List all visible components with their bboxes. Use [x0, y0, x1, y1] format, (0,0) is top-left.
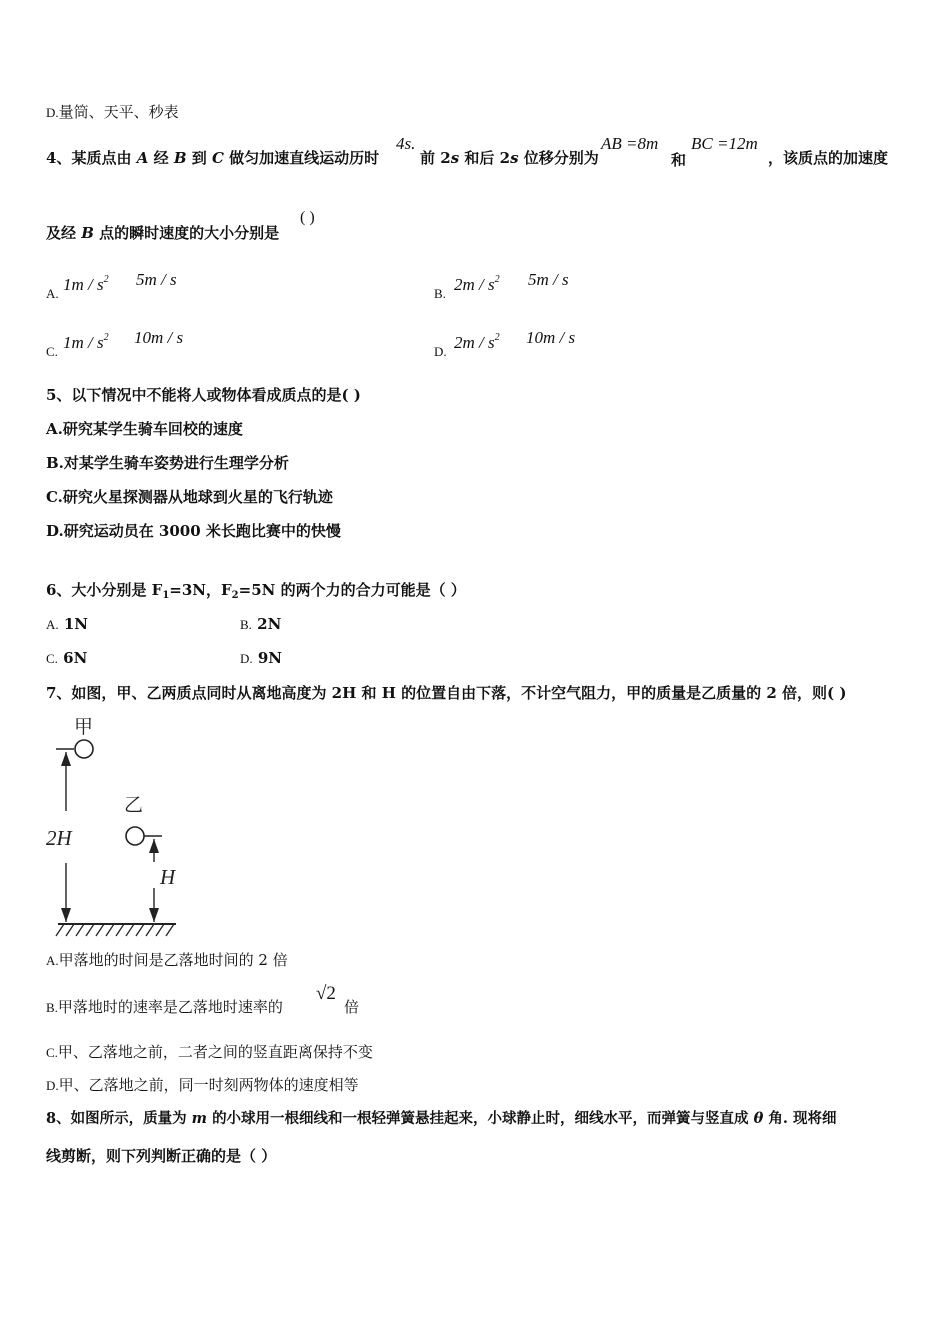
option-label: C. [46, 344, 58, 359]
q7-stem: 7、如图，甲、乙两质点同时从离地高度为 2H 和 H 的位置自由下落，不计空气阻力，甲的质量是乙质量的 2 倍，则( ) [46, 684, 847, 702]
q7-option-b [46, 997, 283, 1018]
acc-text: 2m / s [454, 275, 495, 294]
stem-text: =5N 的两个力的合力可能是（ ） [238, 581, 466, 599]
sqrt-two: √2 [316, 983, 336, 1004]
option-text: 1N [63, 615, 89, 633]
label-2h: 2H [46, 826, 72, 850]
option-label: B. [46, 454, 64, 472]
ground-hatching [56, 924, 174, 936]
q6-option-d [240, 648, 282, 669]
option-text: 6N [63, 649, 88, 667]
stem-text: 及经 [46, 224, 77, 242]
q7-option-b-tail: 倍 [344, 998, 360, 1016]
exponent: 2 [494, 332, 500, 343]
option-label: B. [240, 617, 252, 632]
q5-option-c [46, 487, 333, 507]
acc-text: 1m / s [63, 333, 104, 352]
acc-text: 2m / s [454, 333, 495, 352]
stem-text: 和后 [464, 149, 495, 167]
q8-stem-line2: 线剪断，则下列判断正确的是（ ） [46, 1147, 277, 1165]
exponent: 2 [103, 332, 109, 343]
label-jia: 甲 [74, 717, 94, 738]
option-label: B. [434, 286, 446, 301]
point-c: C [211, 149, 224, 167]
q6-option-a [46, 614, 88, 635]
answer-blank: ( ) [300, 209, 315, 226]
ab-formula: AB =8m [601, 134, 659, 153]
stem-text: 某质点由 [71, 149, 132, 167]
q4-stem-line2 [46, 223, 279, 243]
q5-option-d [46, 521, 341, 541]
option-label: A. [46, 420, 63, 438]
point-b: B [173, 149, 187, 167]
option-text: 甲落地的时间是乙落地时间的 2 倍 [58, 951, 288, 969]
exponent: 2 [494, 274, 500, 285]
stem-text: =3N，F [169, 581, 232, 599]
option-label: D. [46, 522, 64, 540]
q4-stem-line1-mid [420, 148, 599, 168]
option-text: 研究某学生骑车回校的速度 [62, 420, 243, 438]
option-label: C. [46, 1045, 58, 1060]
option-text: 2N [257, 615, 282, 633]
free-fall-figure [40, 712, 190, 942]
label-h: H [160, 865, 176, 889]
arrowhead-up-h [149, 839, 159, 853]
stem-text: 8、如图所示，质量为 [46, 1110, 187, 1127]
option-label: D. [46, 105, 59, 120]
ball-yi [126, 827, 144, 845]
option-label: D. [240, 651, 253, 666]
acceleration-value [63, 270, 109, 295]
q7-option-c [46, 1042, 373, 1063]
bc-formula: BC =12m [691, 134, 758, 153]
point-a: A [136, 149, 149, 167]
arrowhead-up-2h [61, 752, 71, 766]
option-label: B. [46, 1000, 58, 1015]
option-text: 甲、乙落地之前，同一时刻两物体的速度相等 [58, 1076, 359, 1094]
stem-text: 位移分别为 [523, 149, 599, 167]
acceleration-value [454, 328, 500, 353]
option-text: 研究火星探测器从地球到火星的飞行轨迹 [62, 488, 333, 506]
unit-s: s [510, 149, 519, 167]
option-text: 甲落地时的速率是乙落地时速率的 [57, 998, 283, 1016]
option-text: 对某学生骑车姿势进行生理学分析 [63, 454, 289, 472]
q3-option-d [46, 102, 179, 123]
option-text: 甲、乙落地之前，二者之间的竖直距离保持不变 [57, 1043, 373, 1061]
velocity-value: 10m / s [526, 328, 576, 347]
velocity-value: 5m / s [136, 270, 177, 289]
mass-symbol: m [191, 1110, 207, 1127]
stem-text: 的小球用一根细线和一根轻弹簧悬挂起来，小球静止时，细线水平，而弹簧与竖直成 [212, 1110, 749, 1127]
option-label: A. [46, 953, 59, 968]
q6-stem [46, 580, 466, 606]
acc-text: 1m / s [63, 275, 104, 294]
velocity-value: 10m / s [134, 328, 184, 347]
q5-option-a [46, 419, 243, 439]
q7-option-d [46, 1075, 359, 1096]
question-number: 4、 [46, 149, 72, 167]
label-yi: 乙 [124, 795, 144, 816]
and-word: 和 [671, 151, 687, 169]
q4-stem-line1 [46, 148, 379, 168]
option-text: 量筒、天平、秒表 [58, 103, 179, 121]
acceleration-value [454, 270, 500, 295]
option-label: D. [46, 1078, 59, 1093]
subscript: 2 [231, 590, 239, 601]
acceleration-value [63, 328, 109, 353]
stem-text: 做匀加速直线运动历时 [229, 149, 380, 167]
option-text: 研究运动员在 3000 米长跑比赛中的快慢 [63, 522, 341, 540]
stem-text: 角. 现将细 [768, 1110, 837, 1127]
option-label: D. [434, 344, 447, 359]
arrowhead-down-2h [61, 908, 71, 922]
velocity-value: 5m / s [528, 270, 569, 289]
subscript: 1 [162, 590, 170, 601]
option-label: C. [46, 651, 58, 666]
time-formula: 4s. [396, 134, 416, 153]
option-label: A. [46, 617, 59, 632]
q7-option-a [46, 950, 288, 971]
q5-stem: 5、以下情况中不能将人或物体看成质点的是( ) [46, 386, 361, 404]
q5-option-b [46, 453, 289, 473]
stem-text: 到 [191, 149, 207, 167]
q8-stem-line1 [46, 1109, 836, 1129]
option-text: 9N [257, 649, 283, 667]
first-duration: 2 [440, 149, 451, 167]
point-b: B [81, 224, 94, 242]
unit-s: s [450, 149, 460, 167]
option-label: A. [46, 286, 59, 301]
ball-jia [75, 740, 93, 758]
q4-stem-line1-end: ，该质点的加速度 [768, 149, 889, 167]
stem-text: 6、大小分别是 F [46, 581, 163, 599]
q6-option-b [240, 614, 281, 635]
option-label: C. [46, 488, 63, 506]
theta-symbol: θ [753, 1110, 764, 1127]
arrowhead-down-h [149, 908, 159, 922]
stem-text: 经 [153, 149, 169, 167]
stem-text: 点的瞬时速度的大小分别是 [99, 224, 280, 242]
exponent: 2 [103, 274, 109, 285]
stem-text: 前 [420, 149, 436, 167]
second-duration: 2 [499, 149, 511, 167]
q6-option-c [46, 648, 87, 669]
